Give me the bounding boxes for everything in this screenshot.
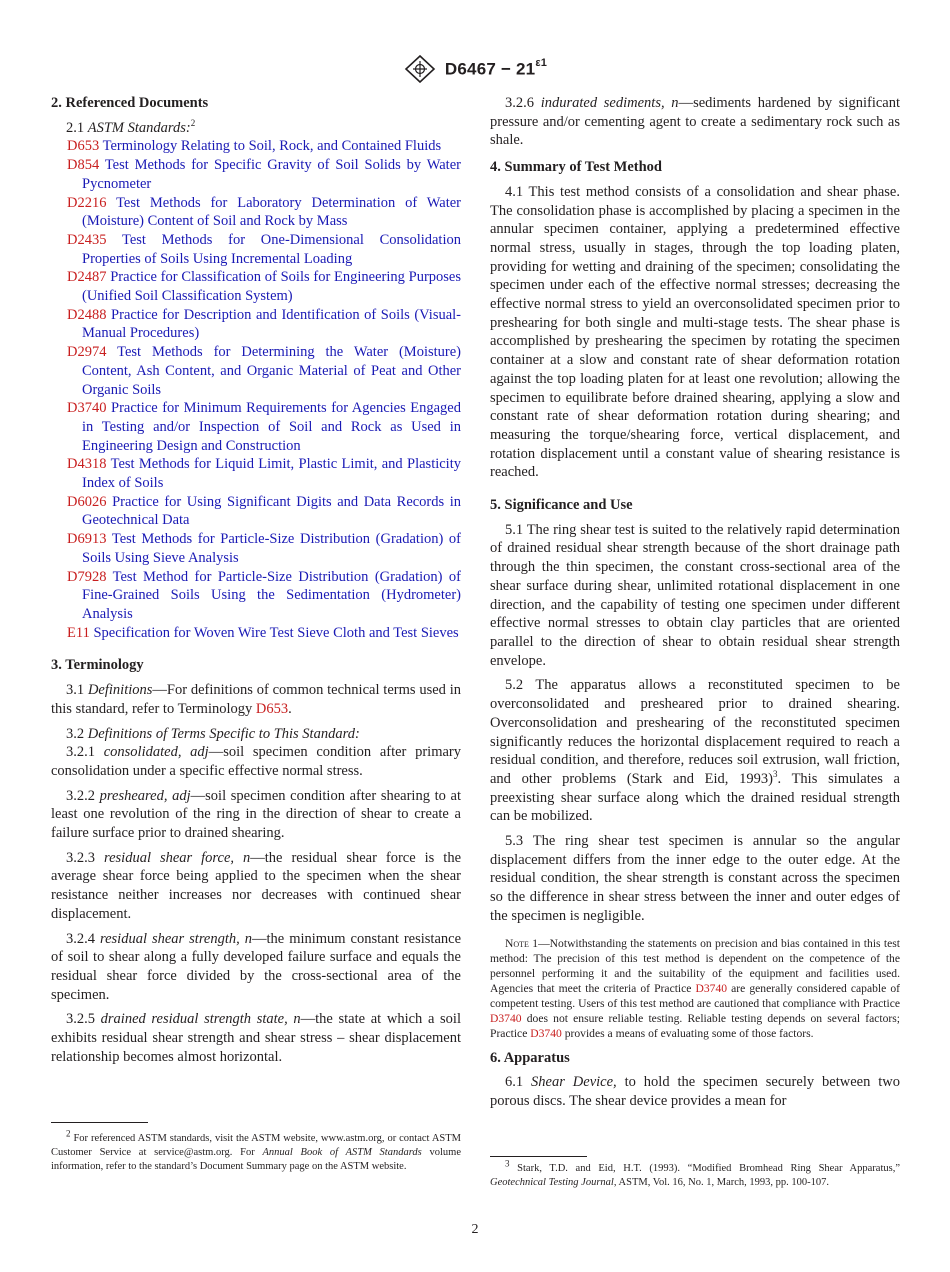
reference-item bbox=[51, 568, 461, 624]
definition-list bbox=[51, 743, 461, 1066]
reference-list bbox=[51, 137, 461, 642]
section-4-1: 4.1 This test method consists of a consolidation and shear phase. The consolidation phase is accomplished by placing a specimen in the annular specimen container, applying a predetermined effective normal stress, usually in stages, through the top loading platen, providing for wetting and draining of the specimen; consolidating the specimen under each of the effective normal stresses; decreasing the effective normal stress to yield an overconsolidated specimen prior to preshearing for both single and multi-stage tests. The shear phase is accomplished by preshearing the specimen by rotating the specimen container at a slow and constant rate of shear deformation rotation against the top loading platen for at least one revolution; allowing the specimen to equilibrate before drained shearing, applying a slow and constant rate of shear deformation rotation during shearing; and measuring the torque/shearing force, vertical displacement, and rotation displacement until a constant value of shearing resistance is reached. bbox=[490, 183, 900, 481]
reference-title-link[interactable]: Practice for Description and Identification of Soils (Visual-Manual Procedures) bbox=[82, 306, 462, 342]
reference-code-link[interactable]: D6913 bbox=[67, 531, 107, 548]
link-d3740-c[interactable]: D3740 bbox=[530, 1026, 562, 1040]
footnote-3: $^3$ Stark, T.D. and Eid, H.T. (1993). “Modified Bromhead Ring Shear Apparatus,” Geotechnical Testing Journal, ASTM, Vol. 16, No. 1, March, 1993, pp. 100-107. bbox=[490, 1158, 900, 1188]
reference-item bbox=[51, 268, 461, 305]
section-3-title: 3. Terminology bbox=[51, 657, 144, 674]
reference-title-link[interactable]: Test Methods for One-Dimensional Consolidation Properties of Soils Using Incremental Loading bbox=[82, 231, 461, 267]
definition-item: 3.2.1 consolidated, adj—soil specimen condition after primary consolidation under a specific effective normal stress. bbox=[51, 744, 462, 779]
reference-item bbox=[51, 194, 461, 231]
footnote-2: $^2$ For referenced ASTM standards, visit the ASTM website, www.astm.org, or contact ASTM Customer Service at service@astm.org. For Annual Book of ASTM Standards volume information, refer to the standard’s Document Summary page on the ASTM website. bbox=[51, 1128, 461, 1172]
right-column bbox=[490, 94, 900, 1117]
link-d3740-b[interactable]: D3740 bbox=[490, 1011, 522, 1025]
reference-item bbox=[51, 530, 461, 567]
reference-title-link[interactable]: Test Methods for Liquid Limit, Plastic Limit, and Plasticity Index of Soils bbox=[82, 456, 461, 492]
reference-title-link[interactable]: Specification for Woven Wire Test Sieve Cloth and Test Sieves bbox=[93, 624, 459, 641]
reference-item bbox=[51, 156, 461, 193]
section-5-1: 5.1 The ring shear test is suited to the relatively rapid determination of drained residual shear strength because of the short drainage path through the thin specimen, the constant cross-sectional area of the shear surface during shear, unlimited rotational displacement in one direction, and the capability of testing one specimen under different effective normal stresses to obtain clay particles that are oriented parallel to the direction of shear to obtain residual shear strength envelope. bbox=[490, 521, 900, 669]
reference-code-link[interactable]: D2216 bbox=[67, 194, 107, 211]
link-d653[interactable]: D653 bbox=[255, 700, 289, 717]
left-column bbox=[51, 94, 461, 1072]
reference-code-link[interactable]: D2487 bbox=[67, 269, 107, 286]
footnote-rule-left bbox=[51, 1122, 148, 1123]
reference-code-link[interactable]: D653 bbox=[67, 138, 100, 155]
definition-item: 3.2.3 residual shear force, n—the residual shear force is the average shear force being applied to the specimen when the shear resistance neither increases nor decreases with continued shear displacement. bbox=[51, 849, 462, 922]
reference-code-link[interactable]: D2974 bbox=[67, 344, 107, 361]
reference-title-link[interactable]: Practice for Classification of Soils for Engineering Purposes (Unified Soil Classification System) bbox=[82, 269, 461, 305]
reference-item bbox=[51, 231, 461, 268]
page-number: 2 bbox=[471, 1222, 479, 1237]
reference-code-link[interactable]: D7928 bbox=[67, 568, 107, 585]
reference-code-link[interactable]: D854 bbox=[67, 157, 100, 174]
section-3-2: 3.2 Definitions of Terms Specific to This Standard: bbox=[66, 725, 360, 742]
reference-title-link[interactable]: Terminology Relating to Soil, Rock, and Contained Fluids bbox=[102, 138, 442, 155]
section-6-1: 6.1 Shear Device, to hold the specimen securely between two porous discs. The shear device provides a mean for bbox=[490, 1074, 900, 1109]
link-d3740-a[interactable]: D3740 bbox=[695, 981, 728, 995]
reference-code-link[interactable]: D6026 bbox=[67, 493, 107, 510]
astm-logo bbox=[403, 55, 437, 83]
reference-item bbox=[51, 137, 461, 156]
reference-title-link[interactable]: Practice for Using Significant Digits and Data Records in Geotechnical Data bbox=[82, 493, 461, 529]
reference-item bbox=[51, 493, 461, 530]
reference-item bbox=[51, 624, 461, 643]
section-5-3: 5.3 The ring shear test specimen is annular so the angular displacement differs from the inner edge to the outer edge. At the residual condition, the shear strength is constant across the specimen so the difference in shear stress between the inner and outer edges of the specimen is negligible. bbox=[490, 833, 900, 924]
reference-title-link[interactable]: Test Methods for Specific Gravity of Soil Solids by Water Pycnometer bbox=[82, 157, 461, 192]
definition-3-2-6: 3.2.6 indurated sediments, n—sediments hardened by significant pressure and/or cementing agent to create a sedimentary rock such as shale. bbox=[490, 95, 901, 149]
reference-title-link[interactable]: Test Methods for Laboratory Determination of Water (Moisture) Content of Soil and Rock by Mass bbox=[82, 194, 461, 230]
reference-code-link[interactable]: D2435 bbox=[67, 231, 107, 248]
reference-code-link[interactable]: D2488 bbox=[67, 306, 107, 323]
section-2-title: 2. Referenced Documents bbox=[51, 95, 209, 111]
section-4-title: 4. Summary of Test Method bbox=[490, 159, 662, 176]
reference-item bbox=[51, 343, 461, 399]
reference-title-link[interactable]: Practice for Minimum Requirements for Agencies Engaged in Testing and/or Inspection of Soil and Rock as Used in Engineering Design and Construction bbox=[82, 400, 461, 454]
reference-code-link[interactable]: D3740 bbox=[67, 400, 107, 417]
section-5-2: 5.2 The apparatus allows a reconstituted specimen to be overconsolidated and presheared prior to drained shearing. Overconsolidation and preshearing of the reconstituted specimen significantly reduces the horizontal displacement required to reach a residual condition, and therefore, reduces soil extrusion, wall friction, and other problems (Stark and Eid, 1993)$^3$. This simulates a preexisting shear surface along which the drained residual strength can be mobilized. bbox=[490, 677, 900, 825]
definition-item: 3.2.4 residual shear strength, n—the minimum constant resistance of soil to shear along a fully developed failure surface and equals the residual shear force divided by the cross-sectional area of the specimen. bbox=[51, 930, 462, 1003]
section-6-title: 6. Apparatus bbox=[490, 1049, 570, 1066]
reference-title-link[interactable]: Test Methods for Particle-Size Distribution (Gradation) of Soils Using Sieve Analysis bbox=[82, 531, 461, 566]
section-5-title: 5. Significance and Use bbox=[490, 497, 633, 514]
reference-title-link[interactable]: Test Methods for Determining the Water (Moisture) Content, Ash Content, and Organic Material of Peat and Other Organic Soils bbox=[82, 344, 461, 398]
reference-item bbox=[51, 306, 461, 343]
definition-item: 3.2.2 presheared, adj—soil specimen condition after shearing to at least one revolution of the ring in the direction of shear to create a failure surface prior to drained shearing. bbox=[51, 787, 462, 842]
section-2-1: 2.1 ASTM Standards:$^2$ bbox=[66, 117, 196, 136]
note-1: Note 1—Notwithstanding the statements on precision and bias contained in this test method: The precision of this test method is dependent on the competence of the personnel performing it and the suitability of the equipment and facilities used. Agencies that meet the criteria of Practice D3740 are generally considered capable of competent testing. Users of this test method are cautioned that compliance with Practice D3740 does not ensure reliable testing. Reliable testing depends on several factors; Practice D3740 provides a means of evaluating some of those factors. bbox=[490, 936, 900, 1040]
page-header bbox=[0, 54, 950, 84]
reference-code-link[interactable]: E11 bbox=[67, 624, 90, 641]
definition-item: 3.2.5 drained residual strength state, n—the state at which a soil exhibits residual shear strength and shear stress – shear displacement relationship becomes almost horizontal. bbox=[51, 1011, 461, 1065]
section-3-1: 3.1 Definitions—For definitions of common technical terms used in this standard, refer to Terminology D653. bbox=[51, 682, 462, 717]
designation: $D6467 - 21^{\varepsilon 1}$ bbox=[444, 56, 548, 79]
reference-title-link[interactable]: Test Method for Particle-Size Distribution (Gradation) of Fine-Grained Soils Using the Sedimentation (Hydrometer) Analysis bbox=[82, 568, 461, 622]
reference-item bbox=[51, 399, 461, 455]
reference-code-link[interactable]: D4318 bbox=[67, 456, 107, 473]
footnote-rule-right bbox=[490, 1156, 587, 1157]
reference-item bbox=[51, 455, 461, 492]
